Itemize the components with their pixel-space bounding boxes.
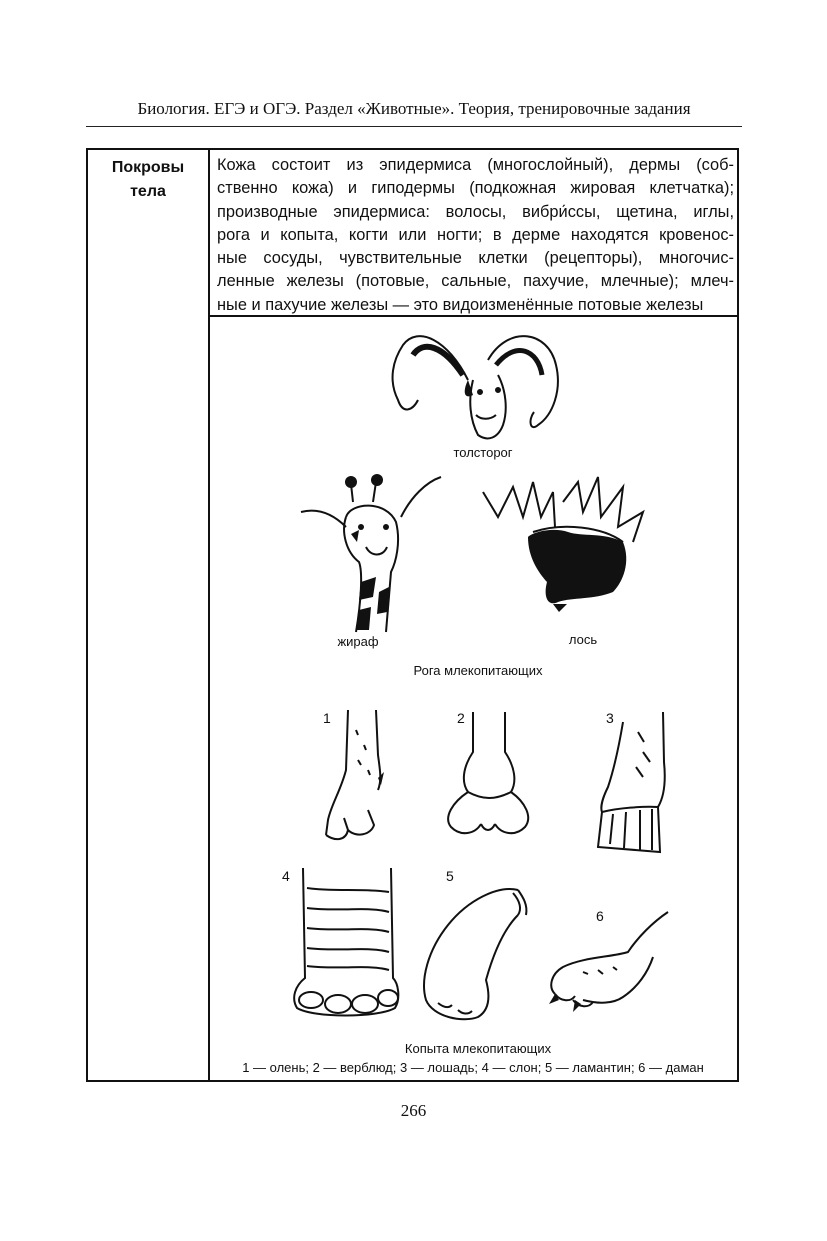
row-label-line1: Покровы bbox=[111, 159, 185, 176]
row-label-line2: тела bbox=[130, 183, 166, 200]
deer-hoof-illustration bbox=[316, 710, 396, 845]
header-rule bbox=[86, 126, 742, 127]
elephant-foot-illustration bbox=[283, 868, 408, 1020]
moose-label: лось bbox=[568, 632, 598, 647]
page-number: 266 bbox=[400, 1101, 427, 1120]
hooves-caption: Копыта млекопитающих bbox=[404, 1041, 552, 1056]
description-line: рога и копыта, когти или ногти; в дерме находятся кровенос- bbox=[217, 225, 734, 244]
giraffe-illustration bbox=[291, 472, 451, 632]
ram-label: толсторог bbox=[453, 445, 513, 460]
hoof-number-1: 1 bbox=[323, 710, 331, 726]
hoof-number-4: 4 bbox=[282, 868, 290, 884]
description-text bbox=[217, 154, 734, 317]
hoof-number-3: 3 bbox=[606, 710, 614, 726]
description-line: ленные железы (потовые, сальные, пахучие, млечные); млеч- bbox=[217, 272, 734, 291]
hyrax-foot-illustration bbox=[543, 912, 673, 1017]
camel-hoof-illustration bbox=[433, 712, 543, 844]
manatee-flipper-illustration bbox=[418, 885, 528, 1025]
running-header: Биология. ЕГЭ и ОГЭ. Раздел «Животные». Теория, тренировочные задания bbox=[137, 99, 691, 118]
description-line: ственно кожа) и гиподермы (подкожная жировая клетчатка); bbox=[217, 179, 734, 198]
description-line: ные и пахучие железы — это видоизменённые потовые железы bbox=[217, 295, 704, 314]
bighorn-ram-illustration bbox=[378, 320, 563, 445]
description-line: Кожа состоит из эпидермиса (многослойный), дермы (соб- bbox=[217, 156, 734, 174]
hoof-number-6: 6 bbox=[596, 908, 604, 924]
horns-caption: Рога млекопитающих bbox=[413, 663, 543, 678]
row-label bbox=[88, 156, 208, 204]
moose-illustration bbox=[473, 472, 658, 612]
column-divider bbox=[208, 150, 210, 1080]
row-rule bbox=[208, 315, 739, 317]
hooves-legend: 1 — олень; 2 — верблюд; 3 — лошадь; 4 — слон; 5 — ламантин; 6 — даман bbox=[242, 1060, 704, 1075]
horse-hoof-illustration bbox=[588, 712, 678, 852]
description-line: производные эпидермиса: волосы, вибри́ссы, щетина, иглы, bbox=[217, 202, 734, 221]
giraffe-label: жираф bbox=[337, 634, 379, 649]
hoof-number-2: 2 bbox=[457, 710, 465, 726]
hoof-number-5: 5 bbox=[446, 868, 454, 884]
content-table bbox=[86, 148, 739, 1082]
description-line: ные сосуды, чувствительные клетки (рецепторы), многочис- bbox=[217, 249, 734, 268]
